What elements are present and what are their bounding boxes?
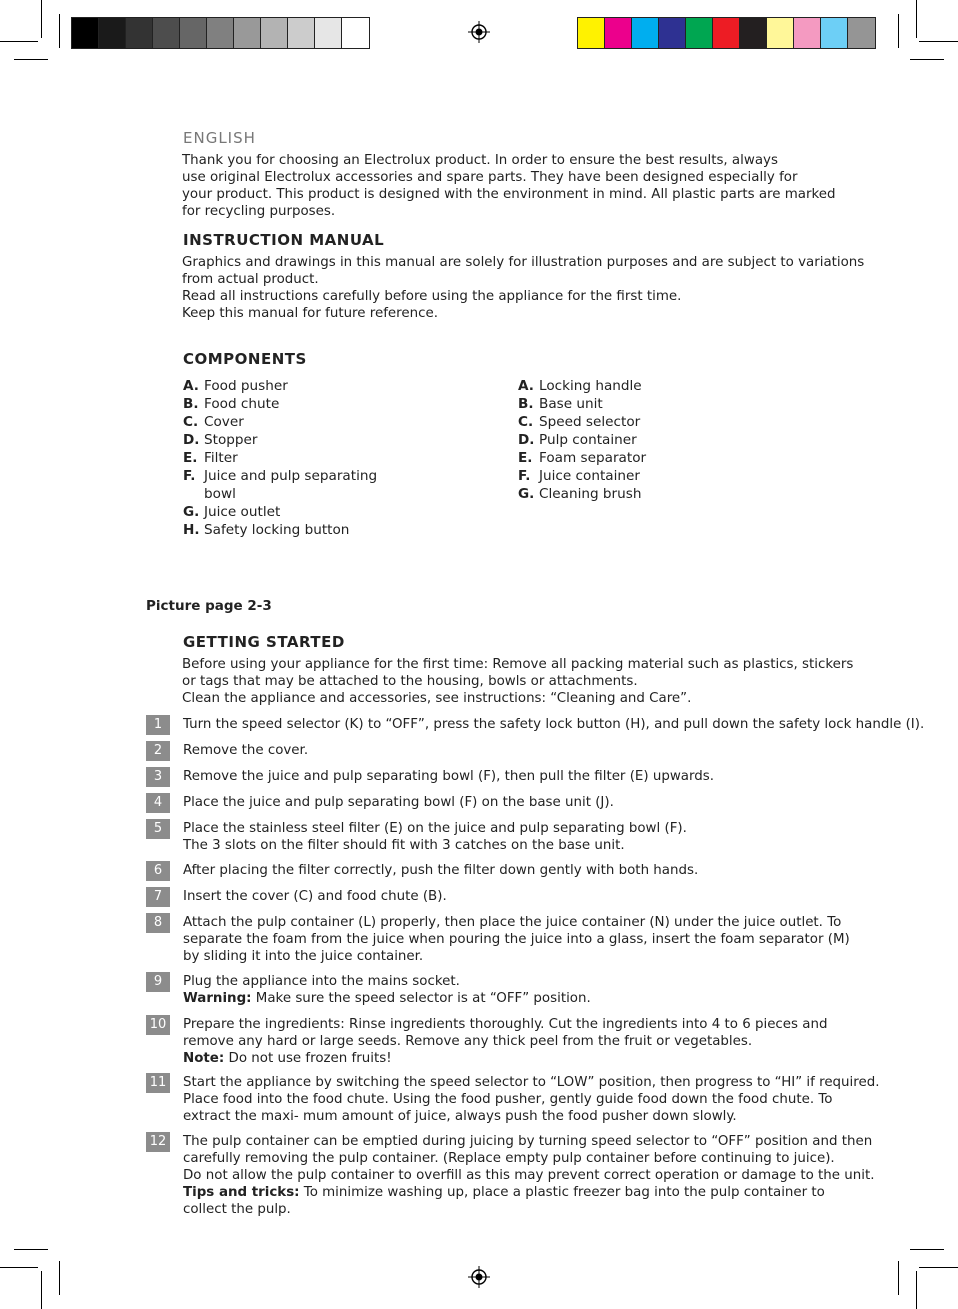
text-line: The 3 slots on the filter should fit with 3 catches on the base unit. (183, 838, 625, 853)
grey-swatch (342, 18, 369, 48)
components-heading: COMPONENTS (183, 350, 307, 368)
warning-label: Warning: (183, 991, 252, 1006)
crop-mark (898, 14, 899, 48)
english-heading: ENGLISH (183, 129, 256, 147)
item-text: Juice container (539, 468, 640, 484)
warning-text: Make sure the speed selector is at “OFF” position. (251, 991, 591, 1006)
crop-mark (59, 1261, 60, 1295)
color-swatch (605, 18, 632, 48)
step-text (183, 973, 943, 1007)
item-text: Cleaning brush (539, 486, 642, 502)
text-line: Attach the pulp container (L) properly, then place the juice container (N) under the juice outlet. To (183, 915, 842, 930)
text-line: Graphics and drawings in this manual are solely for illustration purposes and are subject to variations (182, 255, 865, 270)
crop-mark (41, 0, 42, 38)
text-line: Remove the cover. (183, 743, 309, 758)
grey-swatch (99, 18, 126, 48)
english-intro (182, 152, 836, 220)
list-item (518, 377, 646, 395)
list-item (518, 467, 646, 485)
item-letter: G. (183, 504, 200, 520)
item-text: Filter (204, 450, 238, 466)
step-text (183, 742, 943, 759)
step-text (183, 888, 943, 905)
item-letter (183, 485, 204, 503)
step-text (183, 1074, 943, 1125)
components-list-left (183, 377, 377, 539)
step-text (183, 1133, 943, 1218)
item-text: Foam separator (539, 450, 647, 466)
item-letter: B. (518, 396, 534, 412)
text-line: Remove the juice and pulp separating bowl (F), then pull the filter (E) upwards. (183, 769, 715, 784)
step-number: 9 (146, 972, 170, 992)
text-line: Plug the appliance into the mains socket. (183, 974, 460, 989)
text-line: your product. This product is designed with the environment in mind. All plastic parts are marked (182, 187, 836, 202)
step-text (183, 914, 943, 965)
step-text (183, 1016, 943, 1067)
list-item (518, 485, 646, 503)
list-item (183, 449, 377, 467)
step-number: 8 (146, 913, 170, 933)
text-line: Prepare the ingredients: Rinse ingredients thoroughly. Cut the ingredients into 4 to 6 pieces and (183, 1017, 828, 1032)
getting-started-intro (182, 656, 853, 707)
registration-mark-icon (468, 1266, 490, 1288)
crop-mark (14, 59, 48, 60)
item-letter: C. (183, 414, 199, 430)
tips-text: To minimize washing up, place a plastic freezer bag into the pulp container to (299, 1185, 825, 1200)
crop-mark (919, 1267, 958, 1268)
item-letter: D. (518, 432, 535, 448)
note-text: Do not use frozen fruits! (224, 1051, 392, 1066)
grey-swatch (261, 18, 288, 48)
item-letter: F. (183, 468, 196, 484)
color-swatch (578, 18, 605, 48)
text-line: use original Electrolux accessories and spare parts. They have been designed especially for (182, 170, 798, 185)
list-item (183, 467, 377, 485)
color-swatch (713, 18, 740, 48)
item-text: Stopper (204, 432, 258, 448)
item-text: Speed selector (539, 414, 641, 430)
step-text (183, 768, 943, 785)
step-number: 2 (146, 741, 170, 761)
tips-label: Tips and tricks: (183, 1185, 300, 1200)
item-text: Pulp container (539, 432, 637, 448)
step-number: 7 (146, 887, 170, 907)
list-item (183, 485, 377, 503)
step-number: 3 (146, 767, 170, 787)
text-line: Clean the appliance and accessories, see instructions: “Cleaning and Care”. (182, 691, 692, 706)
item-text: Food chute (204, 396, 280, 412)
grey-swatch (180, 18, 207, 48)
text-line: Do not allow the pulp container to overfill as this may prevent correct operation or damage to the unit. (183, 1168, 875, 1183)
step-text (183, 862, 943, 879)
getting-started-heading: GETTING STARTED (183, 633, 345, 651)
text-line: separate the foam from the juice when pouring the juice into a glass, insert the foam separator (M) (183, 932, 850, 947)
crop-mark (910, 59, 944, 60)
text-line: Thank you for choosing an Electrolux product. In order to ensure the best results, always (182, 153, 778, 168)
crop-mark (59, 14, 60, 48)
text-line (183, 990, 943, 1007)
text-line: Turn the speed selector (K) to “OFF”, press the safety lock button (H), and pull down the safety lock handle (I). (183, 717, 925, 732)
text-line: by sliding it into the juice container. (183, 949, 424, 964)
item-text: Juice outlet (204, 504, 281, 520)
crop-mark (41, 1271, 42, 1309)
text-line: Before using your appliance for the first time: Remove all packing material such as plastics, stickers (182, 657, 854, 672)
step-number: 12 (146, 1132, 170, 1152)
item-text: Safety locking button (204, 522, 350, 538)
text-line: extract the maxi- mum amount of juice, always push the food pusher down slowly. (183, 1109, 737, 1124)
color-swatch-bar (577, 17, 876, 49)
text-line: Place food into the food chute. Using the food pusher, gently guide food down the food chute. To (183, 1092, 833, 1107)
grey-swatch (153, 18, 180, 48)
list-item (183, 503, 377, 521)
step-number: 10 (146, 1015, 170, 1035)
color-swatch (848, 18, 875, 48)
color-swatch (659, 18, 686, 48)
picture-reference: Picture page 2-3 (146, 598, 272, 614)
list-item (518, 449, 646, 467)
step-number: 4 (146, 793, 170, 813)
grey-swatch (207, 18, 234, 48)
crop-mark (14, 1249, 48, 1250)
item-text: Food pusher (204, 378, 288, 394)
text-line: collect the pulp. (183, 1202, 291, 1217)
list-item (183, 377, 377, 395)
crop-mark (910, 1249, 944, 1250)
manual-heading: INSTRUCTION MANUAL (183, 231, 385, 249)
text-line: remove any hard or large seeds. Remove any thick peel from the fruit or vegetables. (183, 1034, 753, 1049)
grey-swatch-bar (71, 17, 370, 49)
color-swatch (632, 18, 659, 48)
crop-mark (919, 41, 958, 42)
text-line: The pulp container can be emptied during juicing by turning speed selector to “OFF” position and then (183, 1134, 873, 1149)
step-number: 6 (146, 861, 170, 881)
item-letter: D. (183, 432, 200, 448)
crop-mark (916, 0, 917, 38)
item-letter: H. (183, 522, 200, 538)
registration-mark-icon (468, 21, 490, 43)
text-line (183, 1050, 943, 1067)
crop-mark (898, 1261, 899, 1295)
list-item (183, 521, 377, 539)
text-line: Read all instructions carefully before using the appliance for the first time. (182, 289, 682, 304)
grey-swatch (315, 18, 342, 48)
color-swatch (794, 18, 821, 48)
list-item (518, 431, 646, 449)
item-letter: E. (183, 450, 198, 466)
item-text: Base unit (539, 396, 603, 412)
color-swatch (767, 18, 794, 48)
item-letter: E. (518, 450, 533, 466)
text-line: After placing the filter correctly, push the filter down gently with both hands. (183, 863, 699, 878)
note-label: Note: (183, 1051, 225, 1066)
text-line: Insert the cover (C) and food chute (B). (183, 889, 447, 904)
text-line: Start the appliance by switching the speed selector to “LOW” position, then progress to “HI” if required. (183, 1075, 880, 1090)
list-item (183, 395, 377, 413)
color-swatch (740, 18, 767, 48)
step-text (183, 716, 958, 733)
item-text: bowl (204, 486, 236, 502)
step-number: 5 (146, 819, 170, 839)
text-line: Keep this manual for future reference. (182, 306, 438, 321)
text-line: for recycling purposes. (182, 204, 336, 219)
grey-swatch (72, 18, 99, 48)
step-text (183, 820, 943, 854)
crop-mark (916, 1271, 917, 1309)
crop-mark (0, 41, 38, 42)
text-line (183, 1184, 943, 1201)
grey-swatch (288, 18, 315, 48)
grey-swatch (126, 18, 153, 48)
crop-mark (0, 1267, 38, 1268)
text-line: or tags that may be attached to the housing, bowls or attachments. (182, 674, 638, 689)
item-letter: F. (518, 468, 531, 484)
manual-intro (182, 254, 864, 322)
list-item (183, 431, 377, 449)
item-letter: B. (183, 396, 199, 412)
color-swatch (821, 18, 848, 48)
step-number: 11 (146, 1073, 170, 1093)
text-line: carefully removing the pulp container. (Replace empty pulp container before continuing to juice). (183, 1151, 835, 1166)
list-item (518, 413, 646, 431)
step-number: 1 (146, 715, 170, 735)
item-text: Locking handle (539, 378, 642, 394)
item-letter: A. (183, 378, 199, 394)
item-letter: C. (518, 414, 534, 430)
item-letter: A. (518, 378, 534, 394)
list-item (518, 395, 646, 413)
item-text: Cover (204, 414, 244, 430)
text-line: from actual product. (182, 272, 319, 287)
item-text: Juice and pulp separating (204, 468, 378, 484)
step-text (183, 794, 943, 811)
grey-swatch (234, 18, 261, 48)
item-letter: G. (518, 486, 535, 502)
color-swatch (686, 18, 713, 48)
list-item (183, 413, 377, 431)
text-line: Place the stainless steel filter (E) on the juice and pulp separating bowl (F). (183, 821, 687, 836)
text-line: Place the juice and pulp separating bowl (F) on the base unit (J). (183, 795, 614, 810)
components-list-right (518, 377, 646, 503)
